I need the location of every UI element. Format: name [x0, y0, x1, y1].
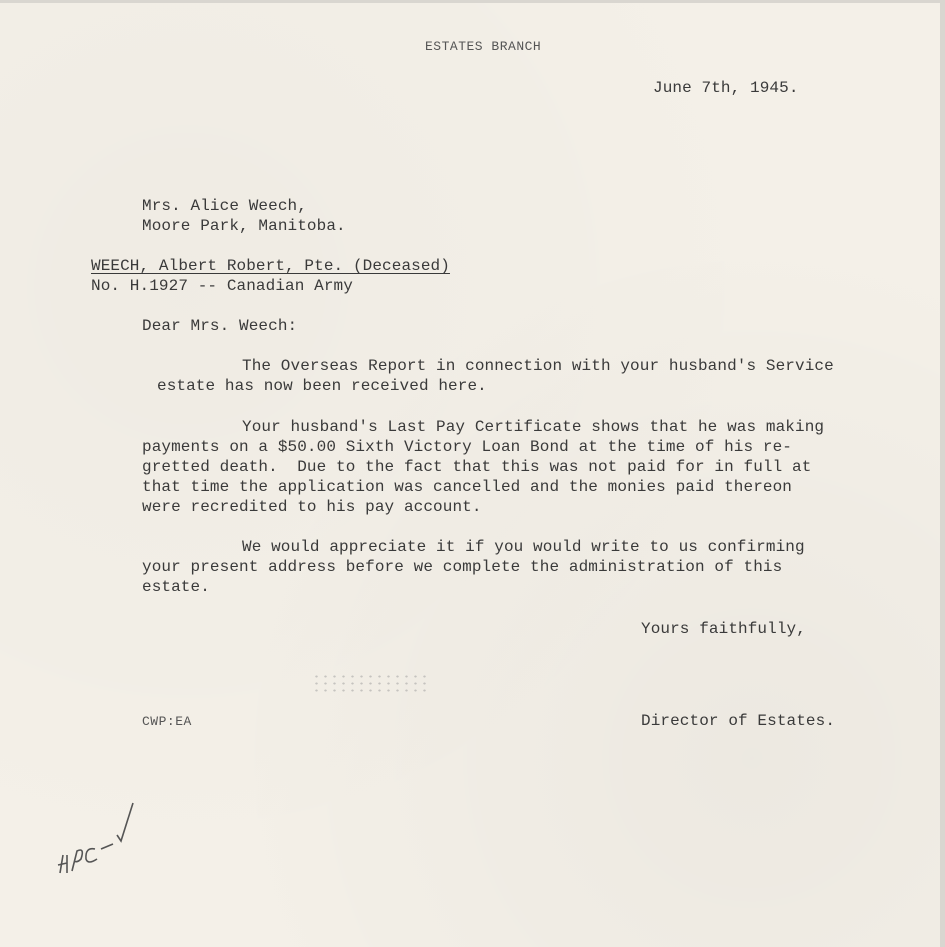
- paragraph-3-line: your present address before we complete the administration of this: [142, 558, 783, 576]
- closing: Yours faithfully,: [641, 620, 806, 638]
- faint-stamp-marks: [312, 673, 432, 693]
- signature-title: Director of Estates.: [641, 712, 836, 730]
- paragraph-1-line: The Overseas Report in connection with your husband's Service: [242, 357, 834, 375]
- salutation: Dear Mrs. Weech:: [142, 317, 298, 335]
- letter-date: June 7th, 1945.: [653, 79, 799, 97]
- paragraph-2-line: were recredited to his pay account.: [142, 498, 482, 516]
- addressee-address: Moore Park, Manitoba.: [142, 217, 346, 235]
- service-number: No. H.1927 -- Canadian Army: [91, 277, 353, 295]
- handwritten-note-4pc-checkmark: [55, 793, 145, 883]
- paragraph-1-line: estate has now been received here.: [157, 377, 487, 395]
- branch-heading: ESTATES BRANCH: [425, 39, 542, 54]
- reference-initials: CWP:EA: [142, 714, 192, 729]
- paragraph-3-line: We would appreciate it if you would write to us confirming: [242, 538, 805, 556]
- letter-page: [0, 3, 940, 947]
- addressee-name: Mrs. Alice Weech,: [142, 197, 307, 215]
- paragraph-3-line: estate.: [142, 578, 210, 596]
- paragraph-2-line: that time the application was cancelled and the monies paid thereon: [142, 478, 793, 496]
- paragraph-2-line: payments on a $50.00 Sixth Victory Loan Bond at the time of his re-: [142, 438, 793, 456]
- paragraph-2-line: gretted death. Due to the fact that this was not paid for in full at: [142, 458, 812, 476]
- subject-line: WEECH, Albert Robert, Pte. (Deceased): [91, 257, 450, 275]
- paragraph-2-line: Your husband's Last Pay Certificate shows that he was making: [242, 418, 825, 436]
